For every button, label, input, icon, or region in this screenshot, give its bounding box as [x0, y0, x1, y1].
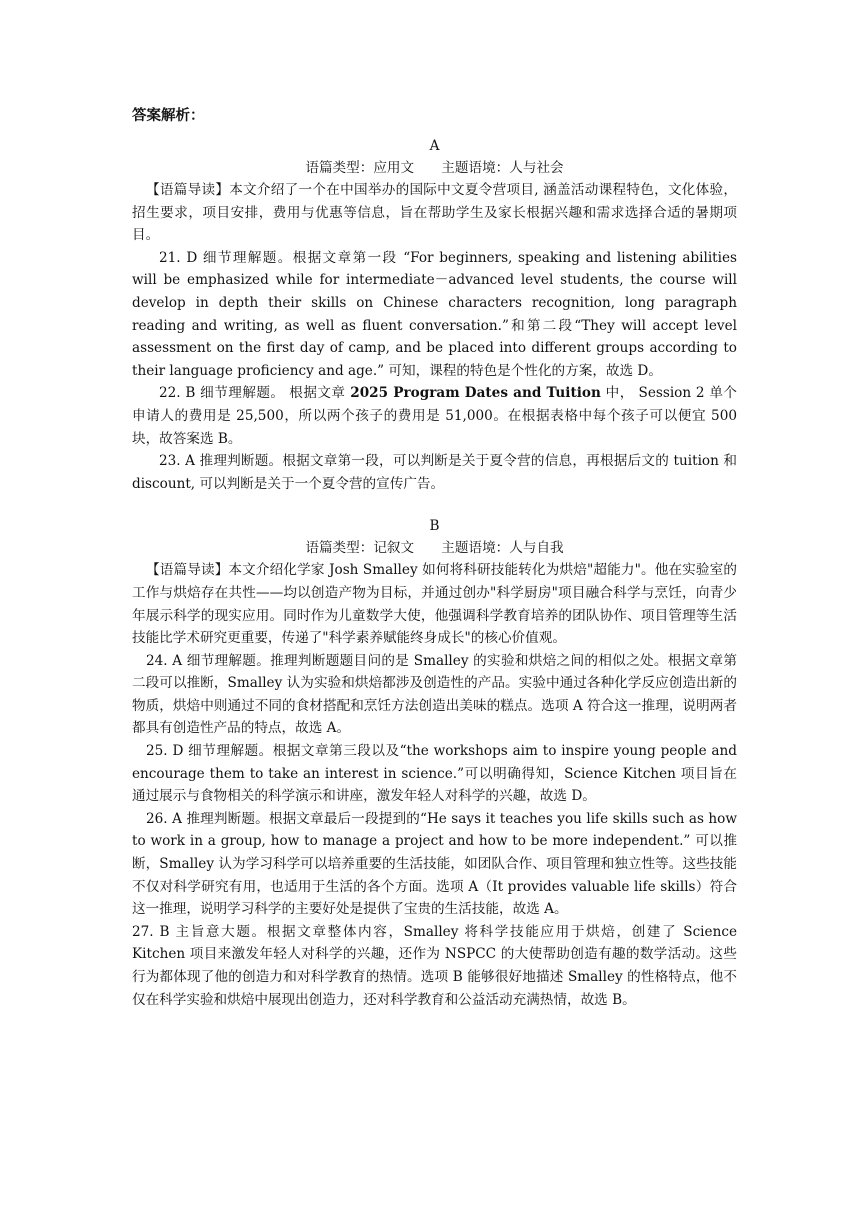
answer-21: 21. D 细节理解题。根据文章第一段 “For beginners, speaking and listening abilities will be emphasized while for intermediate－advanced level students, the course will develop in depth their skills on Chinese characters recognition, long paragraph reading and writing, as well as fluent conversation.”和第二段“They will accept level assessment on the first day of camp, and be placed into different groups according to their language proficiency and age.” 可知，课程的特色是个性化的方案，故选 D。 [132, 249, 737, 379]
section-b-intro: 【语篇导读】本文介绍化学家 Josh Smalley 如何将科研技能转化为烘焙"超能力"。他在实验室的工作与烘焙存在共性——均以创造产物为目标，并通过创办"科学厨房"项目融合科学与烹饪，向青少年展示科学的现实应用。同时作为儿童数学大使，他强调科学教育培养的团队协作、项目管理等生活技能比学术研究更重要，传递了"科学素养赋能终身成长"的核心价值观。 [132, 562, 737, 647]
section-b-letter: B [429, 518, 440, 535]
answer-22-bold-title: 2025 Program Dates and Tuition [350, 385, 601, 402]
answer-document [132, 104, 737, 1011]
section-a-letter: A [429, 138, 440, 154]
section-a-genre: 语篇类型：应用文 主题语境：人与社会 [305, 160, 564, 176]
section-a-intro: 【语篇导读】本文介绍了一个在中国举办的国际中文夏令营项目, 涵盖活动课程特色，文化体验，招生要求，项目安排，费用与优惠等信息，旨在帮助学生及家长根据兴趣和需求选择合适的暑期项目。 [132, 182, 737, 244]
answer-22 [132, 382, 737, 450]
answer-22-text-a: 22. B 细节理解题。 根据文章 [159, 385, 351, 402]
answer-26: 26. A 推理判断题。根据文章最后一段提到的“He says it teaches you life skills such as how to work in a group, how to manage a project and how to be more independent.” 可以推断，Smalley 认为学习科学可以培养重要的生活技能，如团队合作、项目管理和独立性等。这些技能不仅对科学研究有用，也适用于生活的各个方面。选项 A（It provides valuable life skills）符合这一推理，说明学习科学的主要好处是提供了宝贵的生活技能，故选 A。 [132, 810, 737, 918]
answer-27: 27. B 主旨意大题。根据文章整体内容，Smalley 将科学技能应用于烘焙，创建了 Science Kitchen 项目来激发年轻人对科学的兴趣，还作为 NSPCC 的大使帮助创造有趣的数学活动。这些行为都体现了他的创造力和对科学教育的热情。选项 B 能够很好地描述 Smalley 的性格特点，他不仅在科学实验和烘焙中展现出创造力，还对科学教育和公益活动充满热情，故选 B。 [132, 923, 737, 1008]
answer-23: 23. A 推理判断题。根据文章第一段，可以判断是关于夏令营的信息，再根据后文的 tuition 和 discount, 可以判断是关于一个夏令营的宣传广告。 [132, 453, 737, 492]
section-b-genre: 语篇类型：记叙文 主题语境：人与自我 [305, 540, 564, 557]
page-title: 答案解析： [132, 107, 205, 124]
answer-25: 25. D 细节理解题。根据文章第三段以及“the workshops aim to inspire young people and encourage them to take an interest in science.”可以明确得知，Science Kitchen 项目旨在通过展示与食物相关的科学演示和讲座，激发年轻人对科学的兴趣，故选 D。 [132, 743, 737, 805]
answer-24: 24. A 细节理解题。推理判断题题目问的是 Smalley 的实验和烘焙之间的相似之处。根据文章第二段可以推断，Smalley 认为实验和烘焙都涉及创造性的产品。实验中通过各种化学反应创造出新的物质，烘焙中则通过不同的食材搭配和烹饪方法创造出美味的糕点。选项 A 符合这一推理，说明两者都具有创造性产品的特点，故选 A。 [132, 652, 737, 737]
answer-22-text-b: 中， Session 2 单个申请人的费用是 25,500，所以两个孩子的费用是 51,000。在根据表格中每个孩子可以便宜 500 块，故答案选 B。 [132, 385, 737, 447]
